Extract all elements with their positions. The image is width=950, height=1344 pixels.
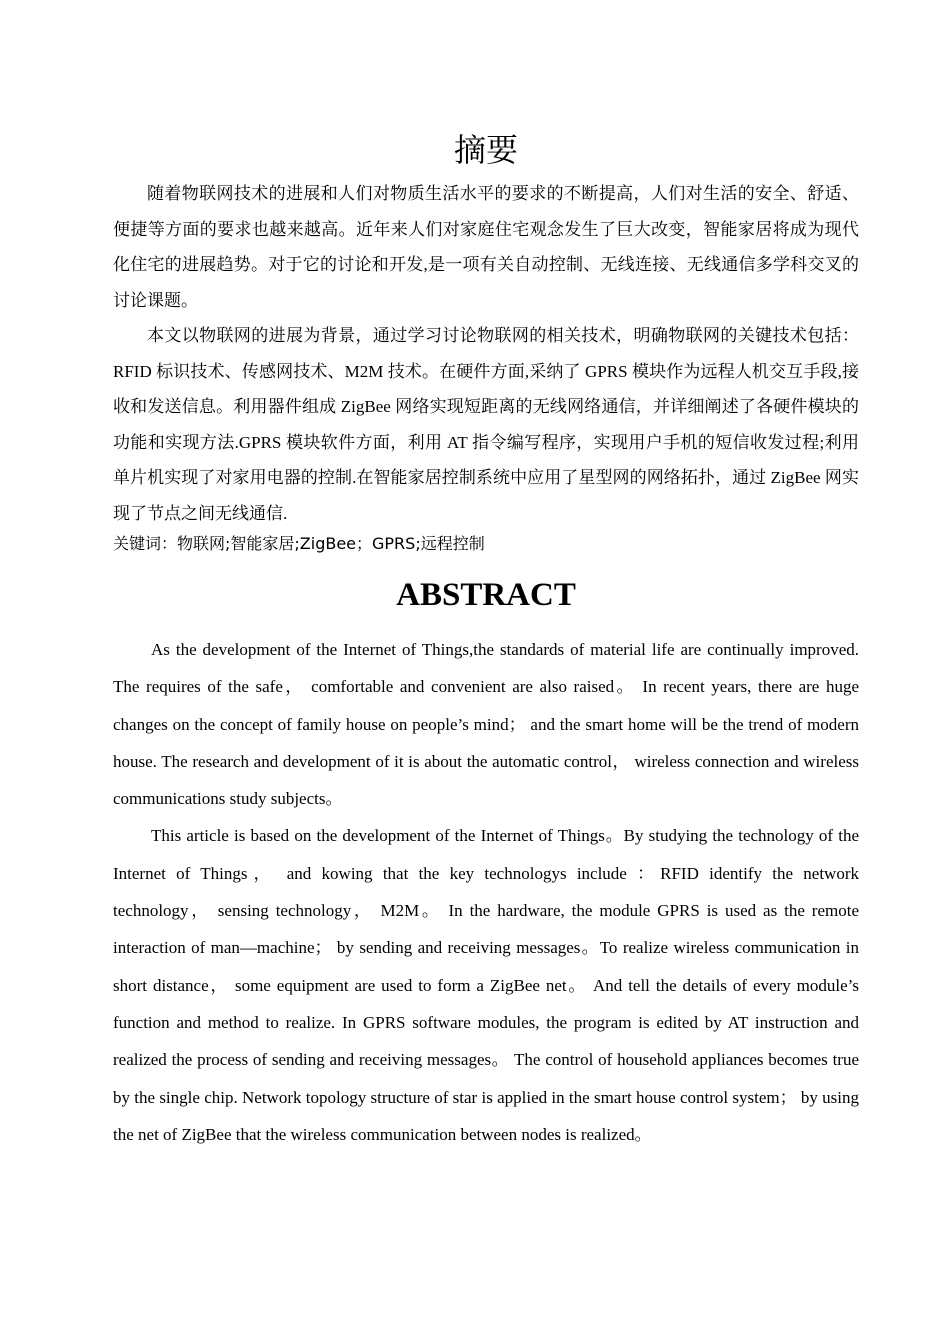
chinese-abstract-title: 摘要 (453, 131, 518, 169)
english-abstract-paragraph-2: This article is based on the development of the Internet of Things。By studying the technology of the Internet of Things， and kowing that the key technologys include ：RFID identify the network technology， sensing technology， M2M。 In the hardware, the module GPRS is used as the remote interaction of man—machine； by sending and receiving messages。To realize wireless communication in short distance， some equipment are used to form a ZigBee net。 And tell the details of every module’s function and method to realize. In GPRS software modules, the program is edited by AT instruction and realized the process of sending and receiving messages。 The control of household appliances becomes true by the single chip. Network topology structure of star is applied in the smart house control system； by using the net of ZigBee that the wireless communication between nodes is realized。 (113, 826, 859, 1144)
page-content (113, 126, 859, 1153)
english-abstract-paragraph-1: As the development of the Internet of Things,the standards of material life are continually improved. The requires of the safe， comfortable and convenient are also raised。 In recent years, there are huge changes on the concept of family house on people’s mind； and the smart home will be the trend of modern house. The research and development of it is about the automatic control， wireless connection and wireless communications study subjects。 (113, 640, 859, 809)
chinese-abstract-paragraph-1: 随着物联网技术的进展和人们对物质生活水平的要求的不断提高，人们对生活的安全、舒适、便捷等方面的要求也越来越高。近年来人们对家庭住宅观念发生了巨大改变，智能家居将成为现代化住宅的进展趋势。对于它的讨论和开发,是一项有关自动控制、无线连接、无线通信多学科交叉的讨论课题。 (113, 184, 859, 310)
english-abstract-title: ABSTRACT (396, 577, 576, 613)
chinese-abstract-paragraph-2: 本文以物联网的进展为背景，通过学习讨论物联网的相关技术，明确物联网的关键技术包括：RFID 标识技术、传感网技术、M2M 技术。在硬件方面,采纳了 GPRS 模块作为远程人机交互手段,接收和发送信息。利用器件组成 ZigBee 网络实现短距离的无线网络通信，并详细阐述了各硬件模块的功能和实现方法.GPRS 模块软件方面，利用 AT 指令编写程序，实现用户手机的短信收发过程;利用单片机实现了对家用电器的控制.在智能家居控制系统中应用了星型网的网络拓扑，通过 ZigBee 网实现了节点之间无线通信. (113, 326, 859, 523)
chinese-keywords: 关键词：物联网;智能家居;ZigBee；GPRS;远程控制 (113, 534, 485, 553)
